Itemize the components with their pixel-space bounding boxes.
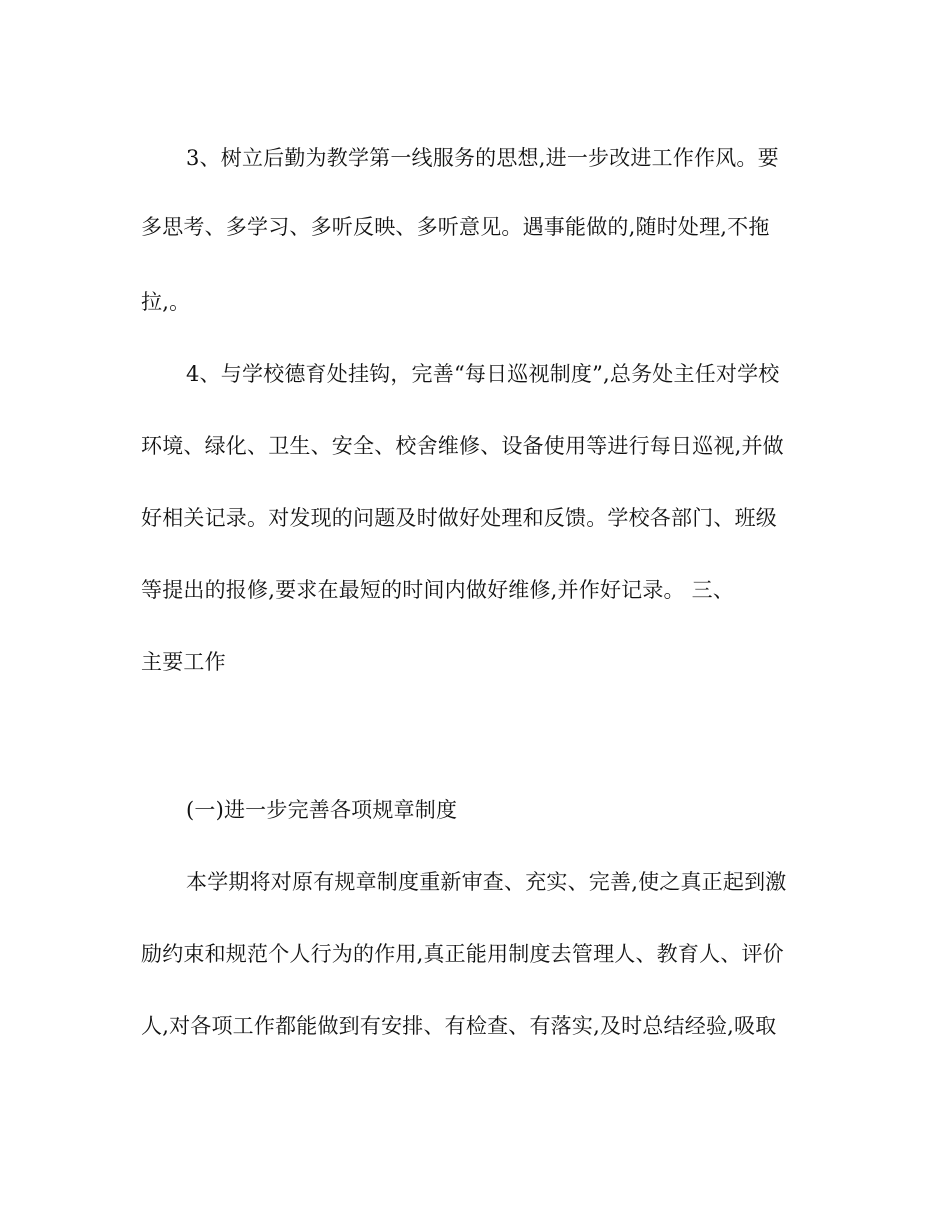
paragraph-line: 本学期将对原有规章制度重新审查、充实、完善,使之真正起到激	[186, 870, 787, 894]
paragraph-line: 3、树立后勤为教学第一线服务的思想,进一步改进工作作风。要	[186, 146, 779, 170]
paragraph-line: 环境、绿化、卫生、安全、校舍维修、设备使用等进行每日巡视,并做	[141, 434, 784, 458]
paragraph-line: 主要工作	[141, 650, 226, 674]
paragraph-line: 好相关记录。对发现的问题及时做好处理和反馈。学校各部门、班级	[141, 506, 777, 530]
paragraph-line: 人,对各项工作都能做到有安排、有检查、有落实,及时总结经验,吸取	[141, 1014, 777, 1038]
paragraph-line: 励约束和规范个人行为的作用,真正能用制度去管理人、教育人、评价	[141, 942, 784, 966]
paragraph-line: 4、与学校德育处挂钩，完善“每日巡视制度”,总务处主任对学校	[186, 362, 780, 386]
paragraph-line: 等提出的报修,要求在最短的时间内做好维修,并作好记录。 三、	[141, 578, 735, 602]
paragraph-line: 多思考、多学习、多听反映、多听意见。遇事能做的,随时处理,不拖	[141, 215, 770, 239]
paragraph-line: 拉,。	[141, 290, 191, 314]
section-heading: (一)进一步完善各项规章制度	[186, 798, 458, 822]
